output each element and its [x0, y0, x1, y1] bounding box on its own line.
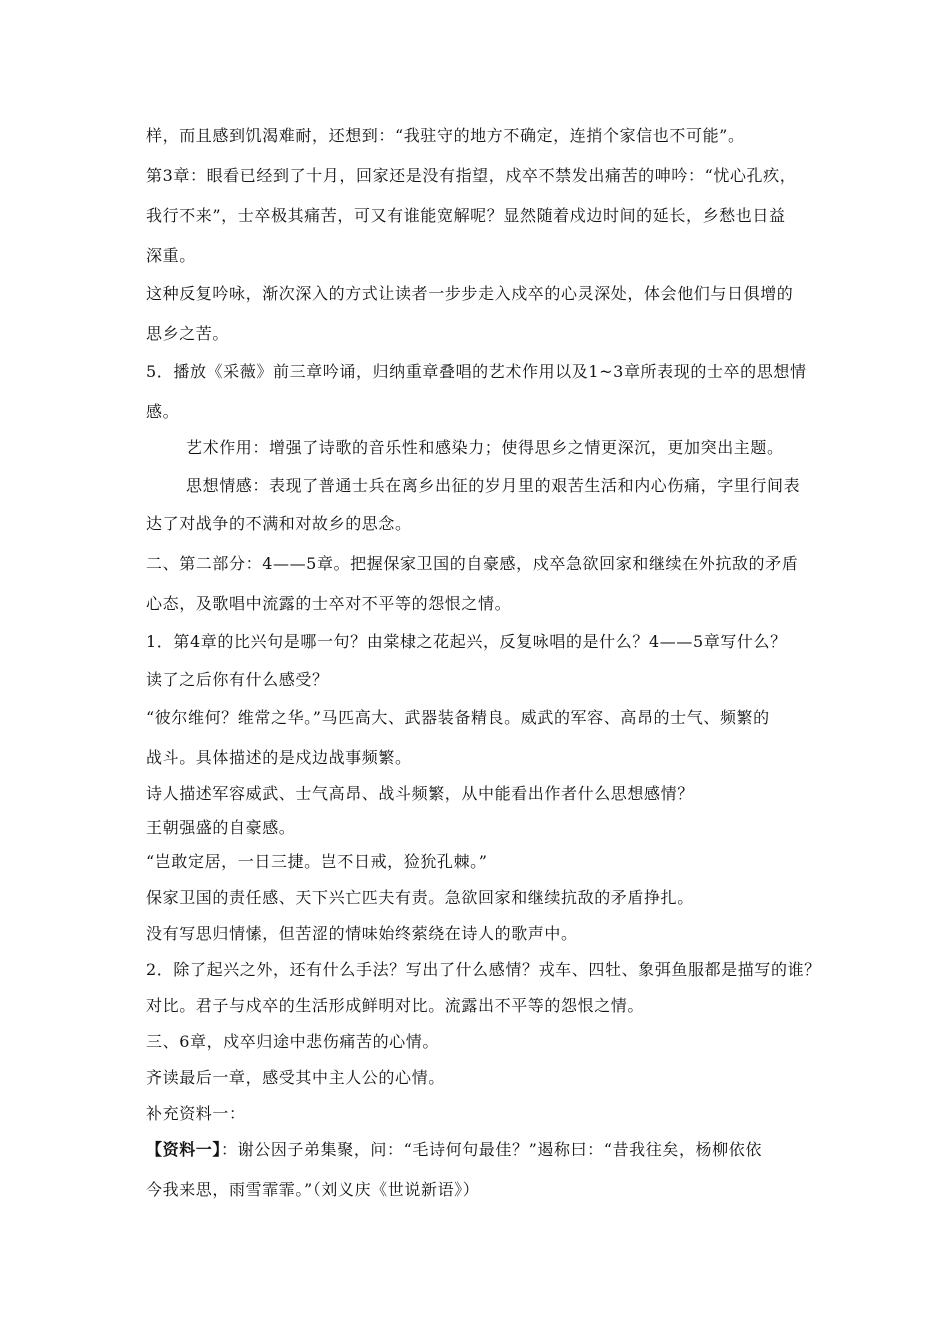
- text-line: 读了之后你有什么感受？: [146, 670, 329, 689]
- text-line: 齐读最后一章，感受其中主人公的心情。: [146, 1068, 445, 1087]
- text-line: 这种反复吟咏，渐次深入的方式让读者一步步走入戍卒的心灵深处，体会他们与日俱增的: [146, 284, 794, 303]
- text-line: 对比。君子与戍卒的生活形成鲜明对比。流露出不平等的怨恨之情。: [146, 996, 645, 1015]
- text-line: 补充资料一：: [146, 1104, 246, 1123]
- text-line: 保家卫国的责任感、天下兴亡匹夫有责。急欲回家和继续抗敌的矛盾挣扎。: [146, 888, 694, 907]
- text-line: 1．第4章的比兴句是哪一句？由棠棣之花起兴，反复咏唱的是什么？4——5章写什么？: [146, 632, 787, 651]
- text-line: 深重。: [146, 246, 196, 265]
- material-continuation: 今我来思，雨雪霏霏。”（刘义庆《世说新语》）: [146, 1180, 480, 1199]
- text-line: “岂敢定居，一日三捷。岂不日戒，猃狁孔棘。”: [146, 852, 488, 871]
- text-line: 我行不来”，士卒极其痛苦，可又有谁能宽解呢？显然随着戍边时间的延长，乡愁也日益: [146, 206, 786, 225]
- text-line: 心态，及歌唱中流露的士卒对不平等的怨恨之情。: [146, 594, 512, 613]
- text-line: 艺术作用：增强了诗歌的音乐性和感染力；使得思乡之情更深沉，更加突出主题。: [186, 438, 784, 457]
- text-line: 思想情感：表现了普通士兵在离乡出征的岁月里的艰苦生活和内心伤痛，字里行间表: [186, 476, 801, 495]
- material-label: 【资料一】: [146, 1140, 222, 1159]
- text-line: 第3章：眼看已经到了十月，回家还是没有指望，戍卒不禁发出痛苦的呻吟：“忧心孔疚，: [146, 166, 797, 185]
- text-line: 2．除了起兴之外，还有什么手法？写出了什么感情？戎车、四牡、象弭鱼服都是描写的谁？: [146, 960, 821, 979]
- text-line: 二、第二部分：4——5章。把握保家卫国的自豪感，戍卒急欲回家和继续在外抗敌的矛盾: [146, 554, 799, 573]
- material-text: ：谢公因子弟集聚，问：“毛诗何句最佳？”遏称曰：“昔我往矣，杨柳依依: [221, 1140, 762, 1159]
- material-line: [146, 1140, 762, 1160]
- text-line: “彼尔维何？维常之华。”马匹高大、武器装备精良。威武的军容、高昂的士气、频繁的: [146, 708, 770, 727]
- text-line: 没有写思归情愫，但苦涩的情味始终萦绕在诗人的歌声中。: [146, 924, 578, 943]
- text-line: 5．播放《采薇》前三章吟诵，归纳重章叠唱的艺术作用以及1~3章所表现的士卒的思想情: [146, 362, 807, 381]
- text-line: 王朝强盛的自豪感。: [146, 818, 296, 837]
- text-line: 样，而且感到饥渴难耐，还想到：“我驻守的地方不确定，连捎个家信也不可能”。: [146, 126, 745, 145]
- text-line: 诗人描述军容威武、士气高昂、战斗频繁，从中能看出作者什么思想感情？: [146, 784, 694, 803]
- text-line: 战斗。具体描述的是戍边战事频繁。: [146, 748, 412, 767]
- text-line: 达了对战争的不满和对故乡的思念。: [146, 514, 412, 533]
- text-line: 思乡之苦。: [146, 324, 230, 343]
- text-line: 三、6章，戍卒归途中悲伤痛苦的心情。: [146, 1032, 439, 1051]
- text-line: 感。: [146, 402, 180, 421]
